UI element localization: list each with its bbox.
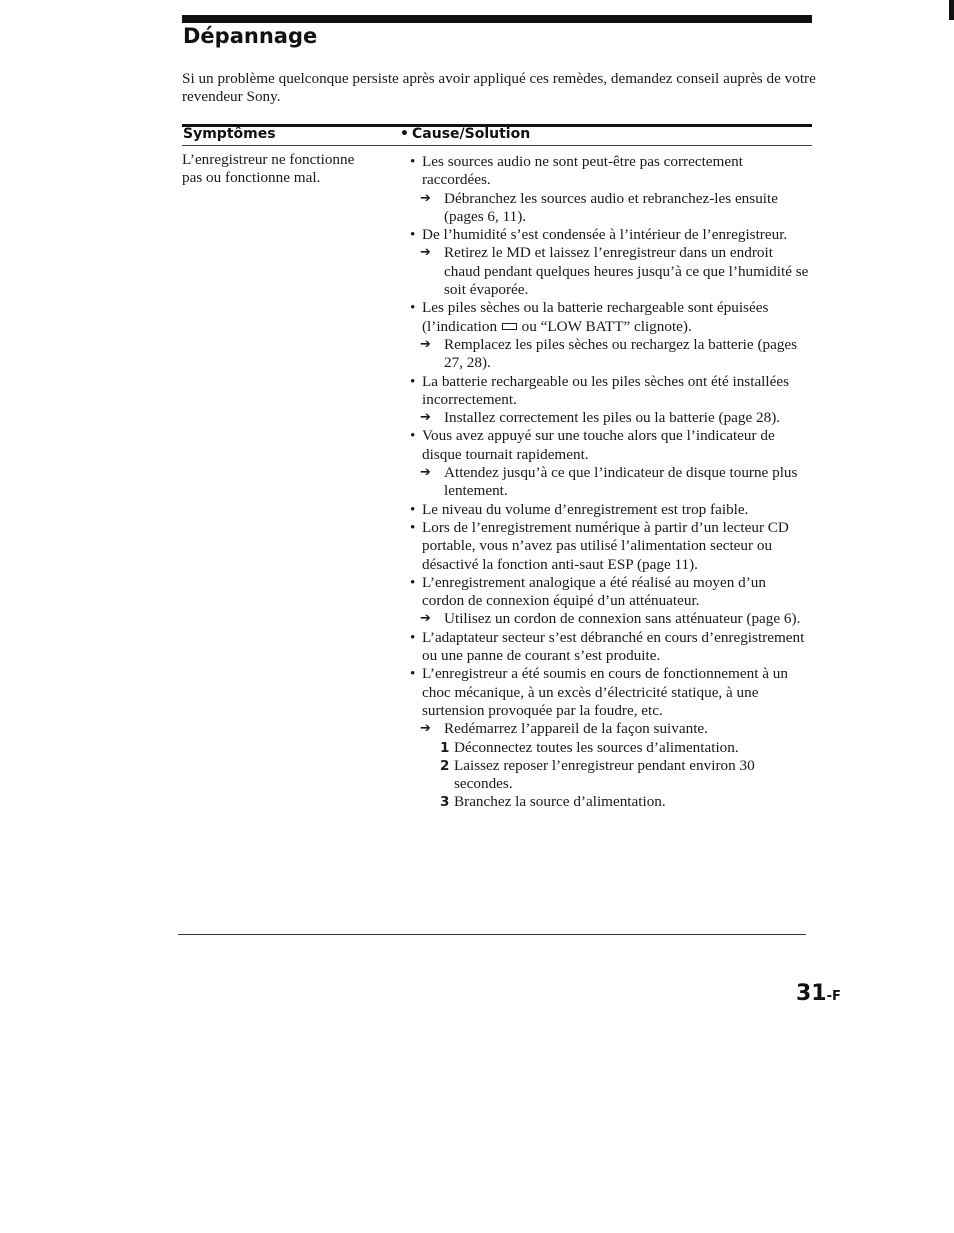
cause-item: • Les sources audio ne sont peut-être pas correctement raccordées. (410, 153, 810, 190)
solution-text: Débranchez les sources audio et rebranchez-les ensuite (pages 6, 11). (444, 189, 778, 225)
cause-item: • Le niveau du volume d’enregistrement est trop faible. (410, 501, 810, 519)
solution-text: Remplacez les piles sèches ou rechargez la batterie (pages 27, 28). (444, 335, 798, 372)
step-number: 1 (440, 739, 450, 756)
step-item (410, 757, 810, 794)
step-item (410, 739, 810, 757)
table-header-underline (182, 145, 812, 146)
cause-item: • L’enregistreur a été soumis en cours de fonctionnement à un choc mécanique, à un excès d’électricité statique, à une surtension provoquée par la foudre, etc. (410, 665, 810, 720)
solution-item (410, 610, 810, 628)
step-text: Laissez reposer l’enregistreur pendant environ 30 secondes. (454, 756, 755, 793)
cause-item: • De l’humidité s’est condensée à l’intérieur de l’enregistreur. (410, 226, 810, 244)
page-title: Dépannage (183, 24, 318, 48)
battery-icon (502, 323, 517, 330)
step-text: Déconnectez toutes les sources d’alimentation. (454, 738, 739, 756)
arrow-icon: ➔ (420, 410, 431, 426)
step-item (410, 793, 810, 811)
solution-item (410, 190, 810, 227)
step-text: Branchez la source d’alimentation. (454, 793, 666, 811)
solution-item (410, 464, 810, 501)
step-number: 3 (440, 794, 450, 811)
solution-item (410, 336, 810, 373)
arrow-icon: ➔ (420, 336, 431, 352)
solution-text: Installez correctement les piles ou la batterie (page 28). (444, 409, 781, 427)
cause-text: Les piles sèches ou la batterie rechargeable sont épuisées (l’indication (422, 299, 769, 335)
page-number-value: 31 (796, 981, 827, 1006)
cause-text: ou “LOW BATT” clignote). (521, 317, 692, 335)
cause-item (410, 299, 810, 336)
edge-mark (949, 0, 954, 20)
table-bottom-rule (178, 934, 806, 935)
cause-item: • Lors de l’enregistrement numérique à partir d’un lecteur CD portable, vous n’avez pas utilisé l’alimentation secteur ou désactivé la fonction anti-saut ESP (page 11). (410, 519, 810, 574)
solution-text: Retirez le MD et laissez l’enregistreur dans un endroit chaud pendant quelques heures jusqu’à ce que l’humidité se soit évaporée. (444, 244, 809, 299)
solution-text: Redémarrez l’appareil de la façon suivante. (444, 720, 708, 738)
arrow-icon: ➔ (420, 190, 431, 206)
solution-item (410, 409, 810, 427)
step-number: 2 (440, 757, 450, 774)
cause-item: • L’enregistrement analogique a été réalisé au moyen d’un cordon de connexion équipé d’un atténuateur. (410, 574, 810, 611)
arrow-icon: ➔ (420, 465, 431, 481)
intro-paragraph: Si un problème quelconque persiste après avoir appliqué ces remèdes, demandez conseil auprès de votre revendeur Sony. (182, 70, 816, 105)
top-rule (182, 15, 812, 23)
solution-text: Utilisez un cordon de connexion sans atténuateur (page 6). (444, 610, 801, 628)
page-number-suffix: -F (826, 989, 841, 1004)
solution-text: Attendez jusqu’à ce que l’indicateur de disque tourne plus lentement. (444, 464, 798, 500)
arrow-icon: ➔ (420, 611, 431, 627)
arrow-icon: ➔ (420, 245, 431, 261)
symptom-text: L’enregistreur ne fonctionne pas ou fonctionne mal. (182, 151, 355, 187)
cause-solution-list (410, 153, 810, 812)
cause-item: • La batterie rechargeable ou les piles sèches ont été installées incorrectement. (410, 373, 810, 410)
cause-item: • Vous avez appuyé sur une touche alors que l’indicateur de disque tournait rapidement. (410, 427, 810, 464)
cause-item: • L’adaptateur secteur s’est débranché en cours d’enregistrement ou une panne de courant s’est produite. (410, 629, 810, 666)
arrow-icon: ➔ (420, 721, 431, 737)
page-number (796, 981, 841, 1006)
solution-item (410, 244, 810, 299)
column-header-symptoms: Symptômes (183, 126, 276, 142)
column-header-cause-solution: • Cause/Solution (400, 126, 954, 142)
solution-item (410, 720, 810, 738)
